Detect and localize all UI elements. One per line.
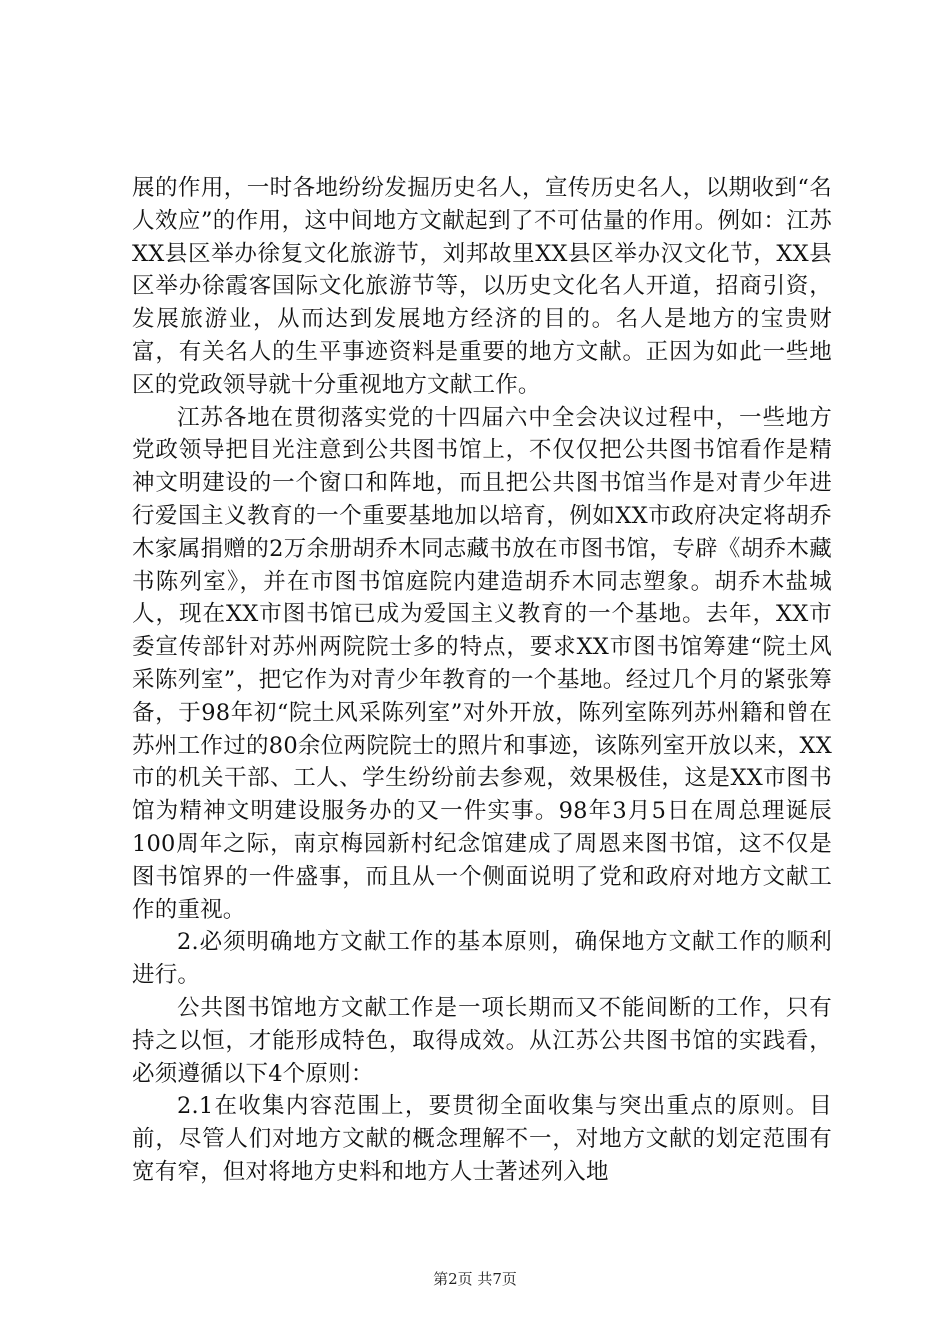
subsection-2-1: 2.1在收集内容范围上，要贯彻全面收集与突出重点的原则。目前，尽管人们对地方文献的概念理解不一，对地方文献的划定范围有宽有窄，但对将地方史料和地方人士著述列入地 xyxy=(132,1093,832,1185)
page-footer: 第2页 共7页 xyxy=(433,1270,517,1288)
section-heading-2: 2.必须明确地方文献工作的基本原则，确保地方文献工作的顺利进行。 xyxy=(132,929,832,989)
paragraph-2: 江苏各地在贯彻落实党的十四届六中全会决议过程中，一些地方党政领导把目光注意到公共图书馆上，不仅仅把公共图书馆看作是精神文明建设的一个窗口和阵地，而且把公共图书馆当作是对青少年进行爱国主义教育的一个重要基地加以培育，例如XX市政府决定将胡乔木家属捐赠的2万余册胡乔木同志藏书放在市图书馆，专辟《胡乔木藏书陈列室》，并在市图书馆庭院内建造胡乔木同志塑象。胡乔木盐城人，现在XX市图书馆已成为爱国主义教育的一个基地。去年，XX市委宣传部针对苏州两院院士多的特点，要求XX市图书馆筹建“院土风采陈列室”，把它作为对青少年教育的一个基地。经过几个月的紧张筹备，于98年初“院土风采陈列室”对外开放，陈列室陈列苏州籍和曾在苏州工作过的80余位两院院士的照片和事迹，该陈列室开放以来，XX市的机关干部、工人、学生纷纷前去参观，效果极佳，这是XX市图书馆为精神文明建设服务办的又一件实事。98年3月5日在周总理诞辰100周年之际，南京梅园新村纪念馆建成了周恩来图书馆，这不仅是图书馆界的一件盛事，而且从一个侧面说明了党和政府对地方文献工作的重视。 xyxy=(132,404,832,923)
body-text xyxy=(132,172,832,1189)
paragraph-3: 公共图书馆地方文献工作是一项长期而又不能间断的工作，只有持之以恒，才能形成特色，取得成效。从江苏公共图书馆的实践看，必须遵循以下4个原则： xyxy=(132,994,832,1087)
paragraph-1: 展的作用，一时各地纷纷发掘历史名人，宣传历史名人，以期收到“名人效应”的作用，这中间地方文献起到了不可估量的作用。例如：江苏XX县区举办徐复文化旅游节，刘邦故里XX县区举办汉文化节，XX县区举办徐霞客国际文化旅游节等，以历史文化名人开道，招商引资，发展旅游业，从而达到发展地方经济的目的。名人是地方的宝贵财富，有关名人的生平事迹资料是重要的地方文献。正因为如此一些地区的党政领导就十分重视地方文献工作。 xyxy=(132,175,832,398)
